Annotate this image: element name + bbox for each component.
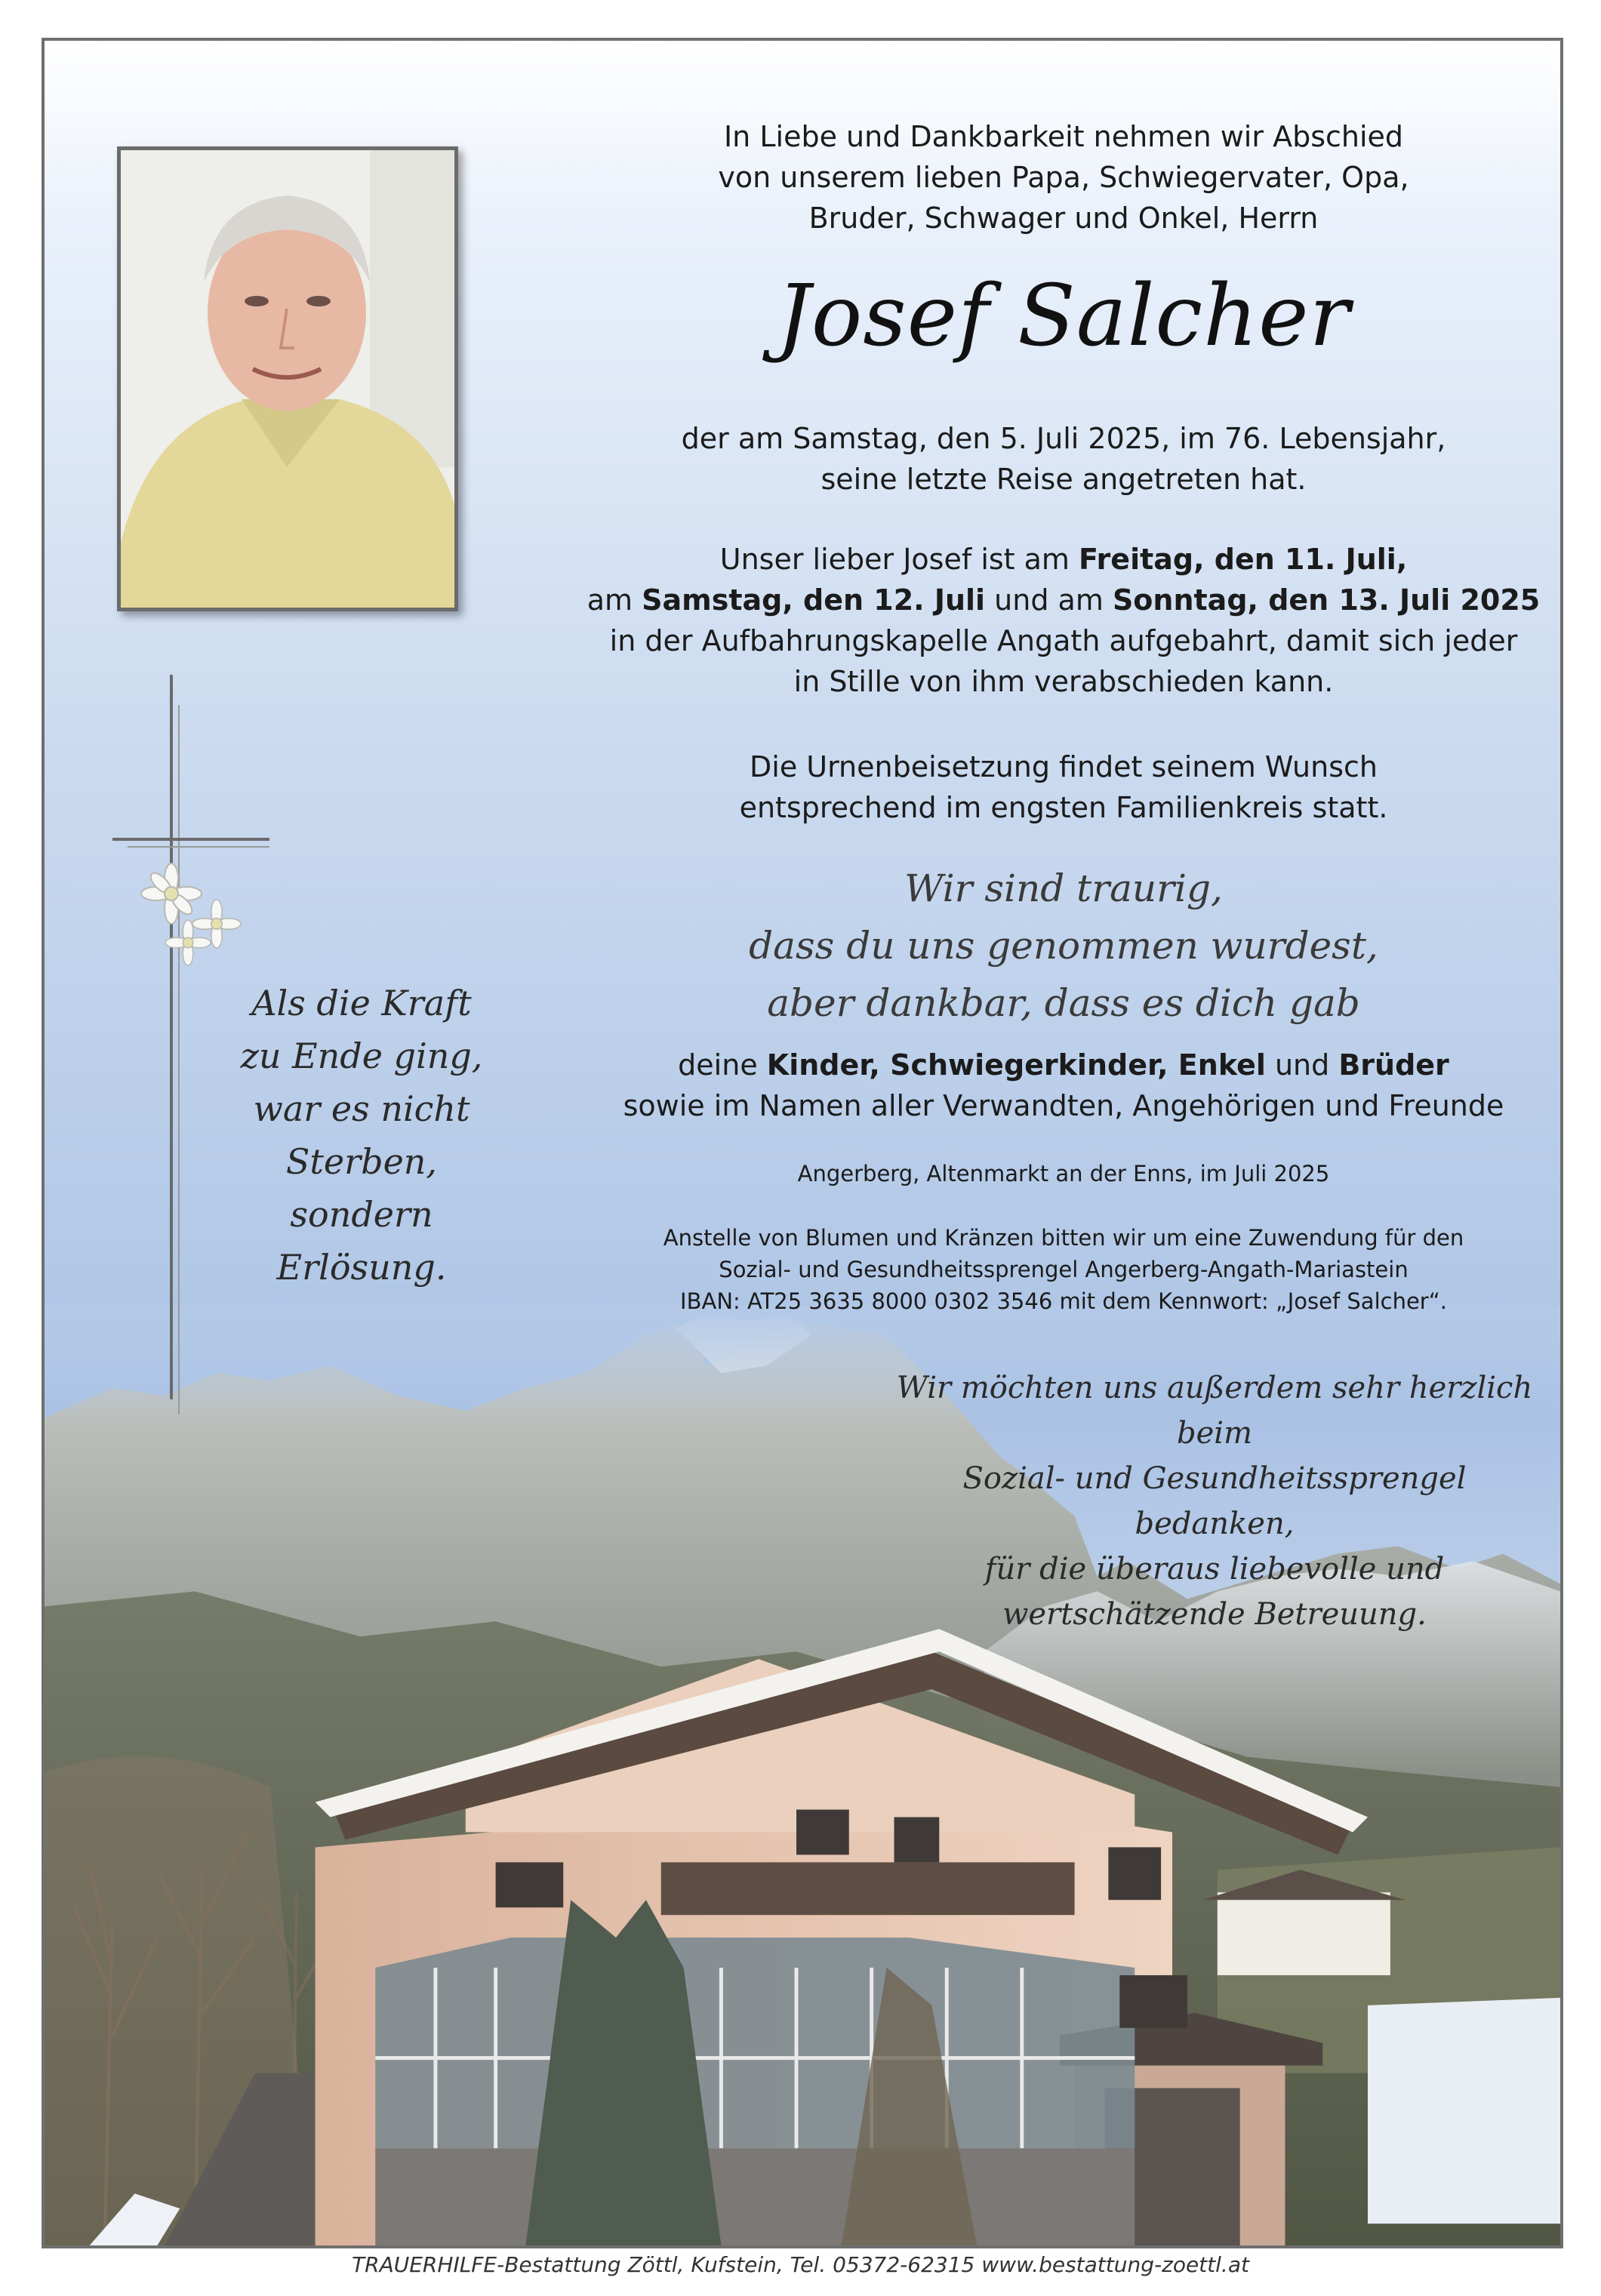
side-quote-line: war es nicht <box>253 1088 470 1129</box>
viewing-date: Samstag, den 12. Juli <box>642 583 986 617</box>
viewing-text: und am <box>985 583 1113 617</box>
thanks-line: Wir möchten uns außerdem sehr herzlich beim <box>896 1371 1533 1451</box>
viewing-line <box>573 580 1554 620</box>
intro-line: In Liebe und Dankbarkeit nehmen wir Abschied <box>723 120 1404 153</box>
mourners-text: und <box>1265 1048 1339 1082</box>
mourners-line <box>573 1045 1554 1085</box>
side-quote-line: Als die Kraft <box>251 983 472 1023</box>
intro-text <box>573 116 1554 239</box>
burial-line: Die Urnenbeisetzung findet seinem Wunsch <box>750 750 1378 783</box>
viewing-text: Unser lieber Josef ist am <box>719 543 1079 576</box>
burial-info <box>573 746 1554 828</box>
quote-line: Wir sind traurig, <box>904 866 1223 910</box>
quote-line: aber dankbar, dass es dich gab <box>767 981 1360 1025</box>
donation-line: IBAN: AT25 3635 8000 0302 3546 mit dem Kennwort: „Josef Salcher“. <box>680 1288 1447 1314</box>
place-date: Angerberg, Altenmarkt an der Enns, im Juli 2025 <box>797 1161 1330 1186</box>
side-quote-line: zu Ende ging, <box>240 1036 483 1076</box>
thanks-line: für die überaus liebevolle und <box>984 1552 1445 1587</box>
side-quote-line: sondern <box>290 1194 433 1235</box>
viewing-line <box>573 539 1554 580</box>
viewing-date: Sonntag, den 13. Juli 2025 <box>1112 583 1541 617</box>
memorial-quote <box>573 860 1554 1032</box>
viewing-text: am <box>587 583 642 617</box>
burial-line: entsprechend im engsten Familienkreis statt. <box>739 791 1388 824</box>
death-line: der am Samstag, den 5. Juli 2025, im 76. Lebensjahr, <box>681 422 1446 455</box>
donation-request <box>573 1222 1554 1317</box>
thanks-line: Sozial- und Gesundheitssprengel bedanken, <box>962 1461 1467 1541</box>
intro-line: von unserem lieben Papa, Schwiegervater, Opa, <box>718 161 1409 194</box>
donation-line: Anstelle von Blumen und Kränzen bitten wir um eine Zuwendung für den <box>663 1225 1464 1251</box>
side-quote-line: Erlösung. <box>276 1247 447 1288</box>
side-quote <box>218 977 505 1294</box>
viewing-line: in Stille von ihm verabschieden kann. <box>793 665 1334 698</box>
death-notice <box>573 418 1554 500</box>
portrait-photo <box>117 146 458 611</box>
thanks-line: wertschätzende Betreuung. <box>1002 1597 1427 1632</box>
viewing-date: Freitag, den 11. Juli, <box>1079 543 1408 576</box>
death-line: seine letzte Reise angetreten hat. <box>821 463 1307 496</box>
donation-line: Sozial- und Gesundheitssprengel Angerberg-Angath-Mariastein <box>719 1257 1409 1282</box>
side-quote-line: Sterben, <box>285 1141 438 1182</box>
funeral-home-footer: TRAUERHILFE-Bestattung Zöttl, Kufstein, Tel. 05372-62315 www.bestattung-zoettl.at <box>352 2252 1249 2277</box>
mourners-text: deine <box>678 1048 767 1082</box>
quote-line: dass du uns genommen wurdest, <box>749 924 1378 968</box>
mourners <box>573 1045 1554 1126</box>
viewing-line: in der Aufbahrungskapelle Angath aufgebahrt, damit sich jeder <box>609 624 1518 657</box>
edelweiss-icon <box>141 863 241 965</box>
portrait-illustration <box>121 150 454 608</box>
viewing-info <box>573 539 1554 702</box>
parte-card <box>42 38 1563 2248</box>
thanks-note <box>882 1365 1547 1637</box>
mourners-bold: Brüder <box>1338 1048 1449 1082</box>
deceased-name: Josef Salcher <box>776 267 1351 365</box>
intro-line: Bruder, Schwager und Onkel, Herrn <box>808 202 1319 235</box>
mourners-line: sowie im Namen aller Verwandten, Angehörigen und Freunde <box>623 1089 1504 1122</box>
mourners-bold: Kinder, Schwiegerkinder, Enkel <box>766 1048 1266 1082</box>
